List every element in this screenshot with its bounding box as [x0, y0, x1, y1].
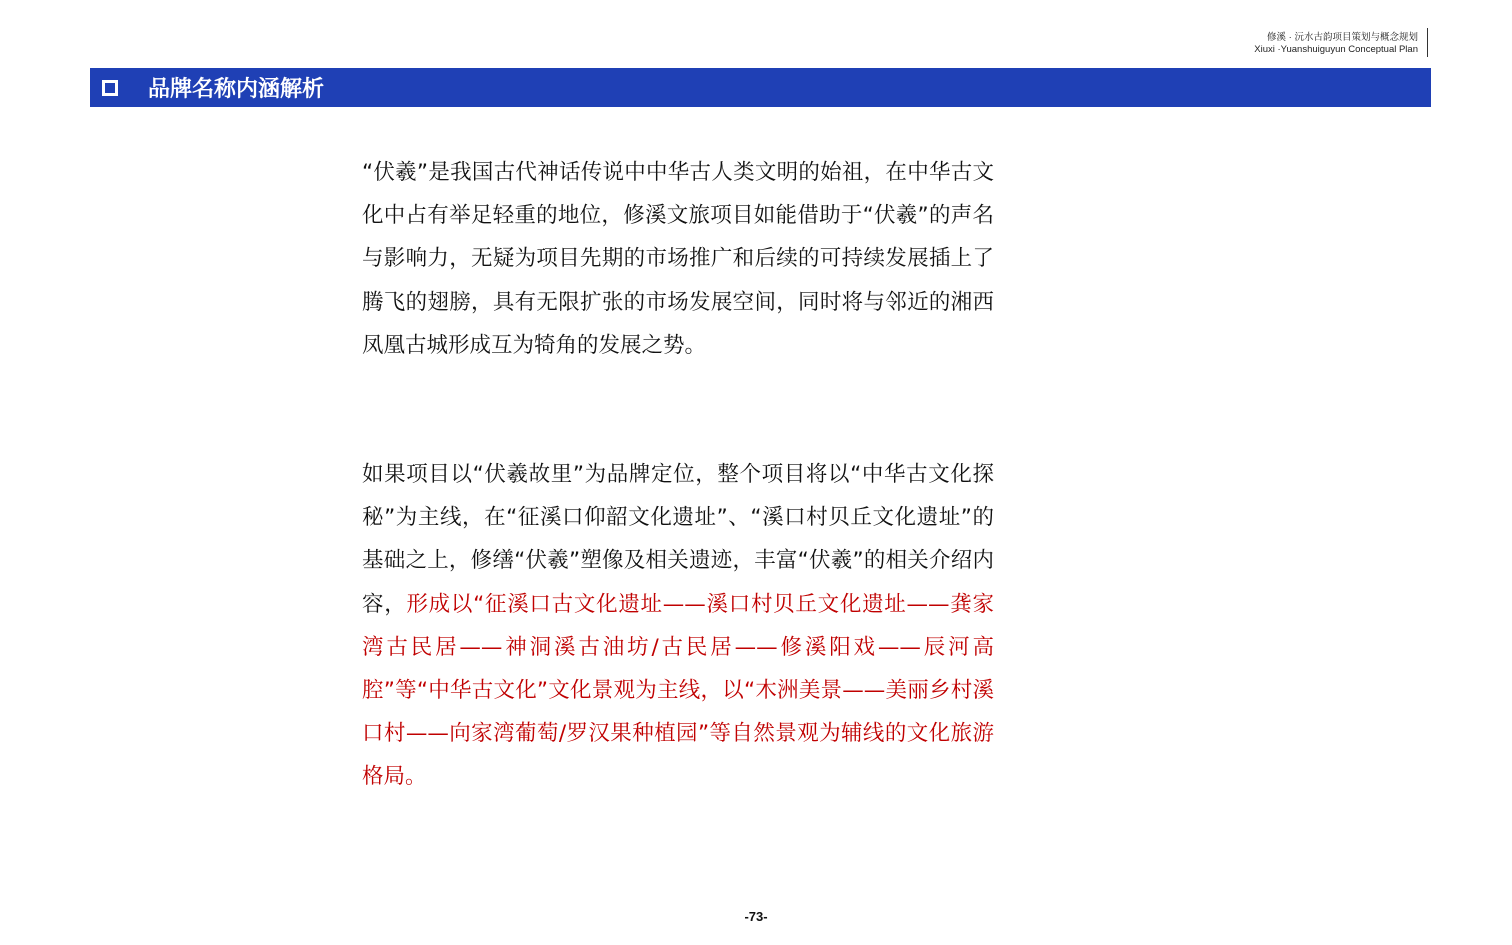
- header-title-cn: 修溪 · 沅水古韵项目策划与概念规划: [1267, 32, 1418, 43]
- body-paragraph-1: “伏羲”是我国古代神话传说中中华古人类文明的始祖，在中华古文化中占有举足轻重的地位，修溪文旅项目如能借助于“伏羲”的声名与影响力，无疑为项目先期的市场推广和后续的可持续发展插上了腾飞的翅膀，具有无限扩张的市场发展空间，同时将与邻近的湘西凤凰古城形成互为犄角的发展之势。: [362, 160, 994, 358]
- section-title: 品牌名称内涵解析: [148, 77, 325, 102]
- body-paragraph-2: [362, 453, 994, 799]
- square-bullet-icon: [102, 80, 118, 96]
- section-title-bar: [90, 68, 1431, 107]
- page-number: -73-: [744, 909, 768, 924]
- document-header: [1254, 32, 1418, 56]
- body-paragraph-2-highlight: 形成以“征溪口古文化遗址——溪口村贝丘文化遗址——龚家湾古民居——神洞溪古油坊/古民居——修溪阳戏——辰河高腔”等“中华古文化”文化景观为主线，以“木洲美景——美丽乡村溪口村——向家湾葡萄/罗汉果种植园”等自然景观为辅线的文化旅游格局。: [362, 591, 994, 790]
- header-divider: [1427, 28, 1428, 57]
- header-title-en: Xiuxi ·Yuanshuiguyun Conceptual Plan: [1254, 44, 1418, 55]
- body-paragraph-2-normal: 如果项目以“伏羲故里”为品牌定位，整个项目将以“中华古文化探秘”为主线，在“征溪口仰韶文化遗址”、“溪口村贝丘文化遗址”的基础之上，修缮“伏羲”塑像及相关遗迹，丰富“伏羲”的相关介绍内容，: [362, 462, 994, 617]
